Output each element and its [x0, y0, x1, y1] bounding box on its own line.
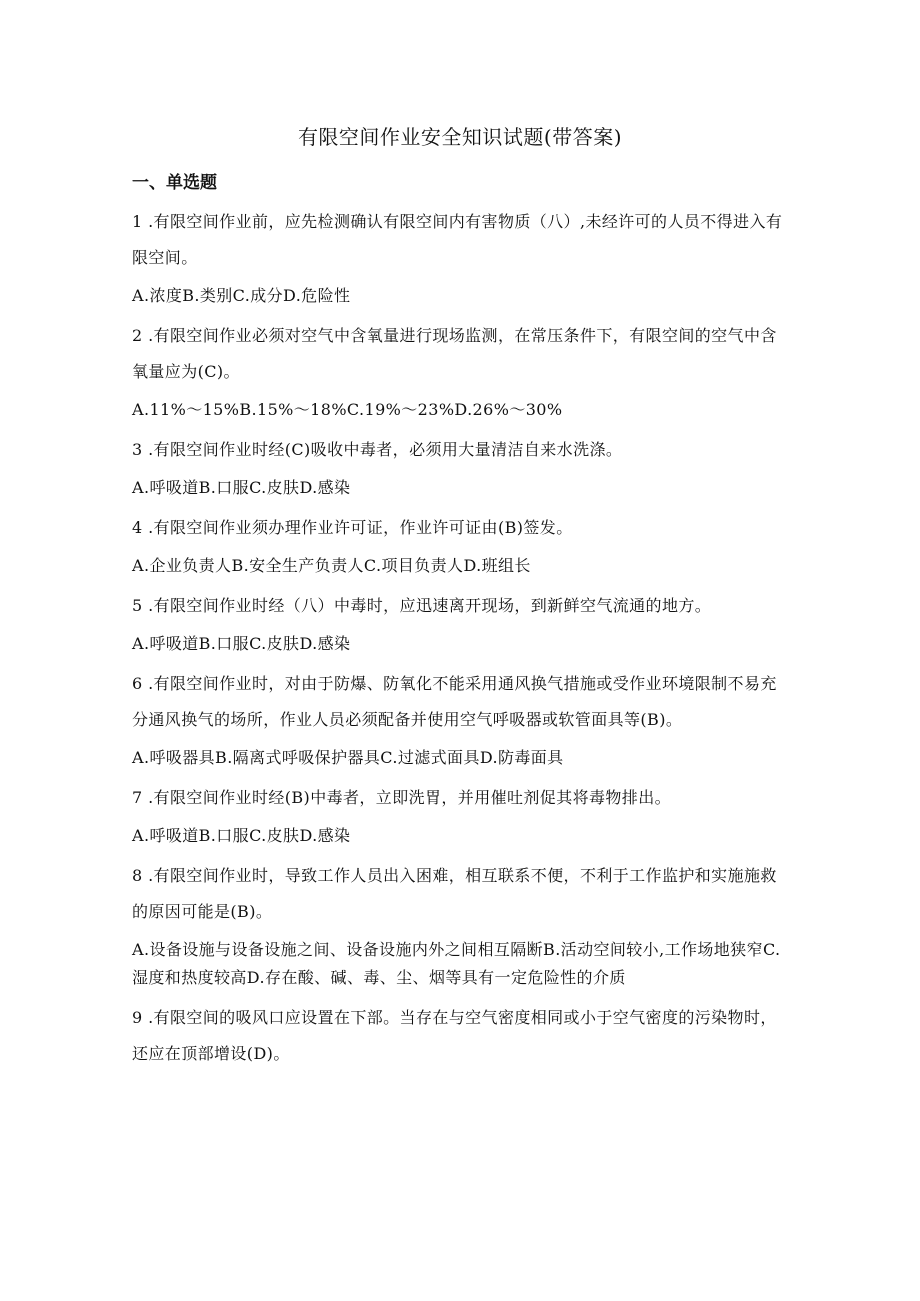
question-options: A.呼吸道B.口服C.皮肤D.感染 — [132, 826, 351, 845]
question-options: A.设备设施与设备设施之间、设备设施内外之间相互隔断B.活动空间较小,工作场地狭窄C.湿度和热度较高D.存在酸、碱、毒、尘、烟等具有一定危险性的介质 — [132, 940, 781, 987]
question-options: A.呼吸道B.口服C.皮肤D.感染 — [132, 478, 351, 497]
question-options: A.企业负责人B.安全生产负责人C.项目负责人D.班组长 — [132, 556, 531, 575]
question-options: A.11%〜15%B.15%〜18%C.19%〜23%D.26%〜30% — [132, 400, 563, 419]
question-text: 9 .有限空间的吸风口应设置在下部。当存在与空气密度相同或小于空气密度的污染物时，还应在顶部增设(D)。 — [132, 1008, 777, 1063]
section-heading: 一、单选题 — [132, 173, 217, 193]
question-text: 4 .有限空间作业须办理作业许可证，作业许可证由(B)签发。 — [132, 518, 573, 537]
question-options: A.呼吸器具B.隔离式呼吸保护器具C.过滤式面具D.防毒面具 — [132, 748, 564, 767]
question-list — [132, 204, 792, 1072]
question-text: 2 .有限空间作业必须对空气中含氧量进行现场监测，在常压条件下，有限空间的空气中含氧量应为(C)。 — [132, 326, 777, 381]
question-options: A.浓度B.类别C.成分D.危险性 — [132, 286, 351, 305]
question-text: 8 .有限空间作业时，导致工作人员出入困难，相互联系不便，不利于工作监护和实施施救的原因可能是(B)。 — [132, 866, 777, 921]
question-options: A.呼吸道B.口服C.皮肤D.感染 — [132, 634, 351, 653]
document-title: 有限空间作业安全知识试题(带答案) — [297, 125, 623, 149]
question-text: 5 .有限空间作业时经（八）中毒时，应迅速离开现场，到新鲜空气流通的地方。 — [132, 596, 712, 615]
question-text: 1 .有限空间作业前，应先检测确认有限空间内有害物质（八）,未经许可的人员不得进入有限空间。 — [132, 212, 783, 267]
question-text: 7 .有限空间作业时经(B)中毒者，立即洗胃，并用催吐剂促其将毒物排出。 — [132, 788, 671, 807]
question-text: 6 .有限空间作业时，对由于防爆、防氧化不能采用通风换气措施或受作业环境限制不易充分通风换气的场所，作业人员必须配备并使用空气呼吸器或软管面具等(B)。 — [132, 674, 777, 729]
question-text: 3 .有限空间作业时经(C)吸收中毒者，必须用大量清洁自来水洗涤。 — [132, 440, 623, 459]
